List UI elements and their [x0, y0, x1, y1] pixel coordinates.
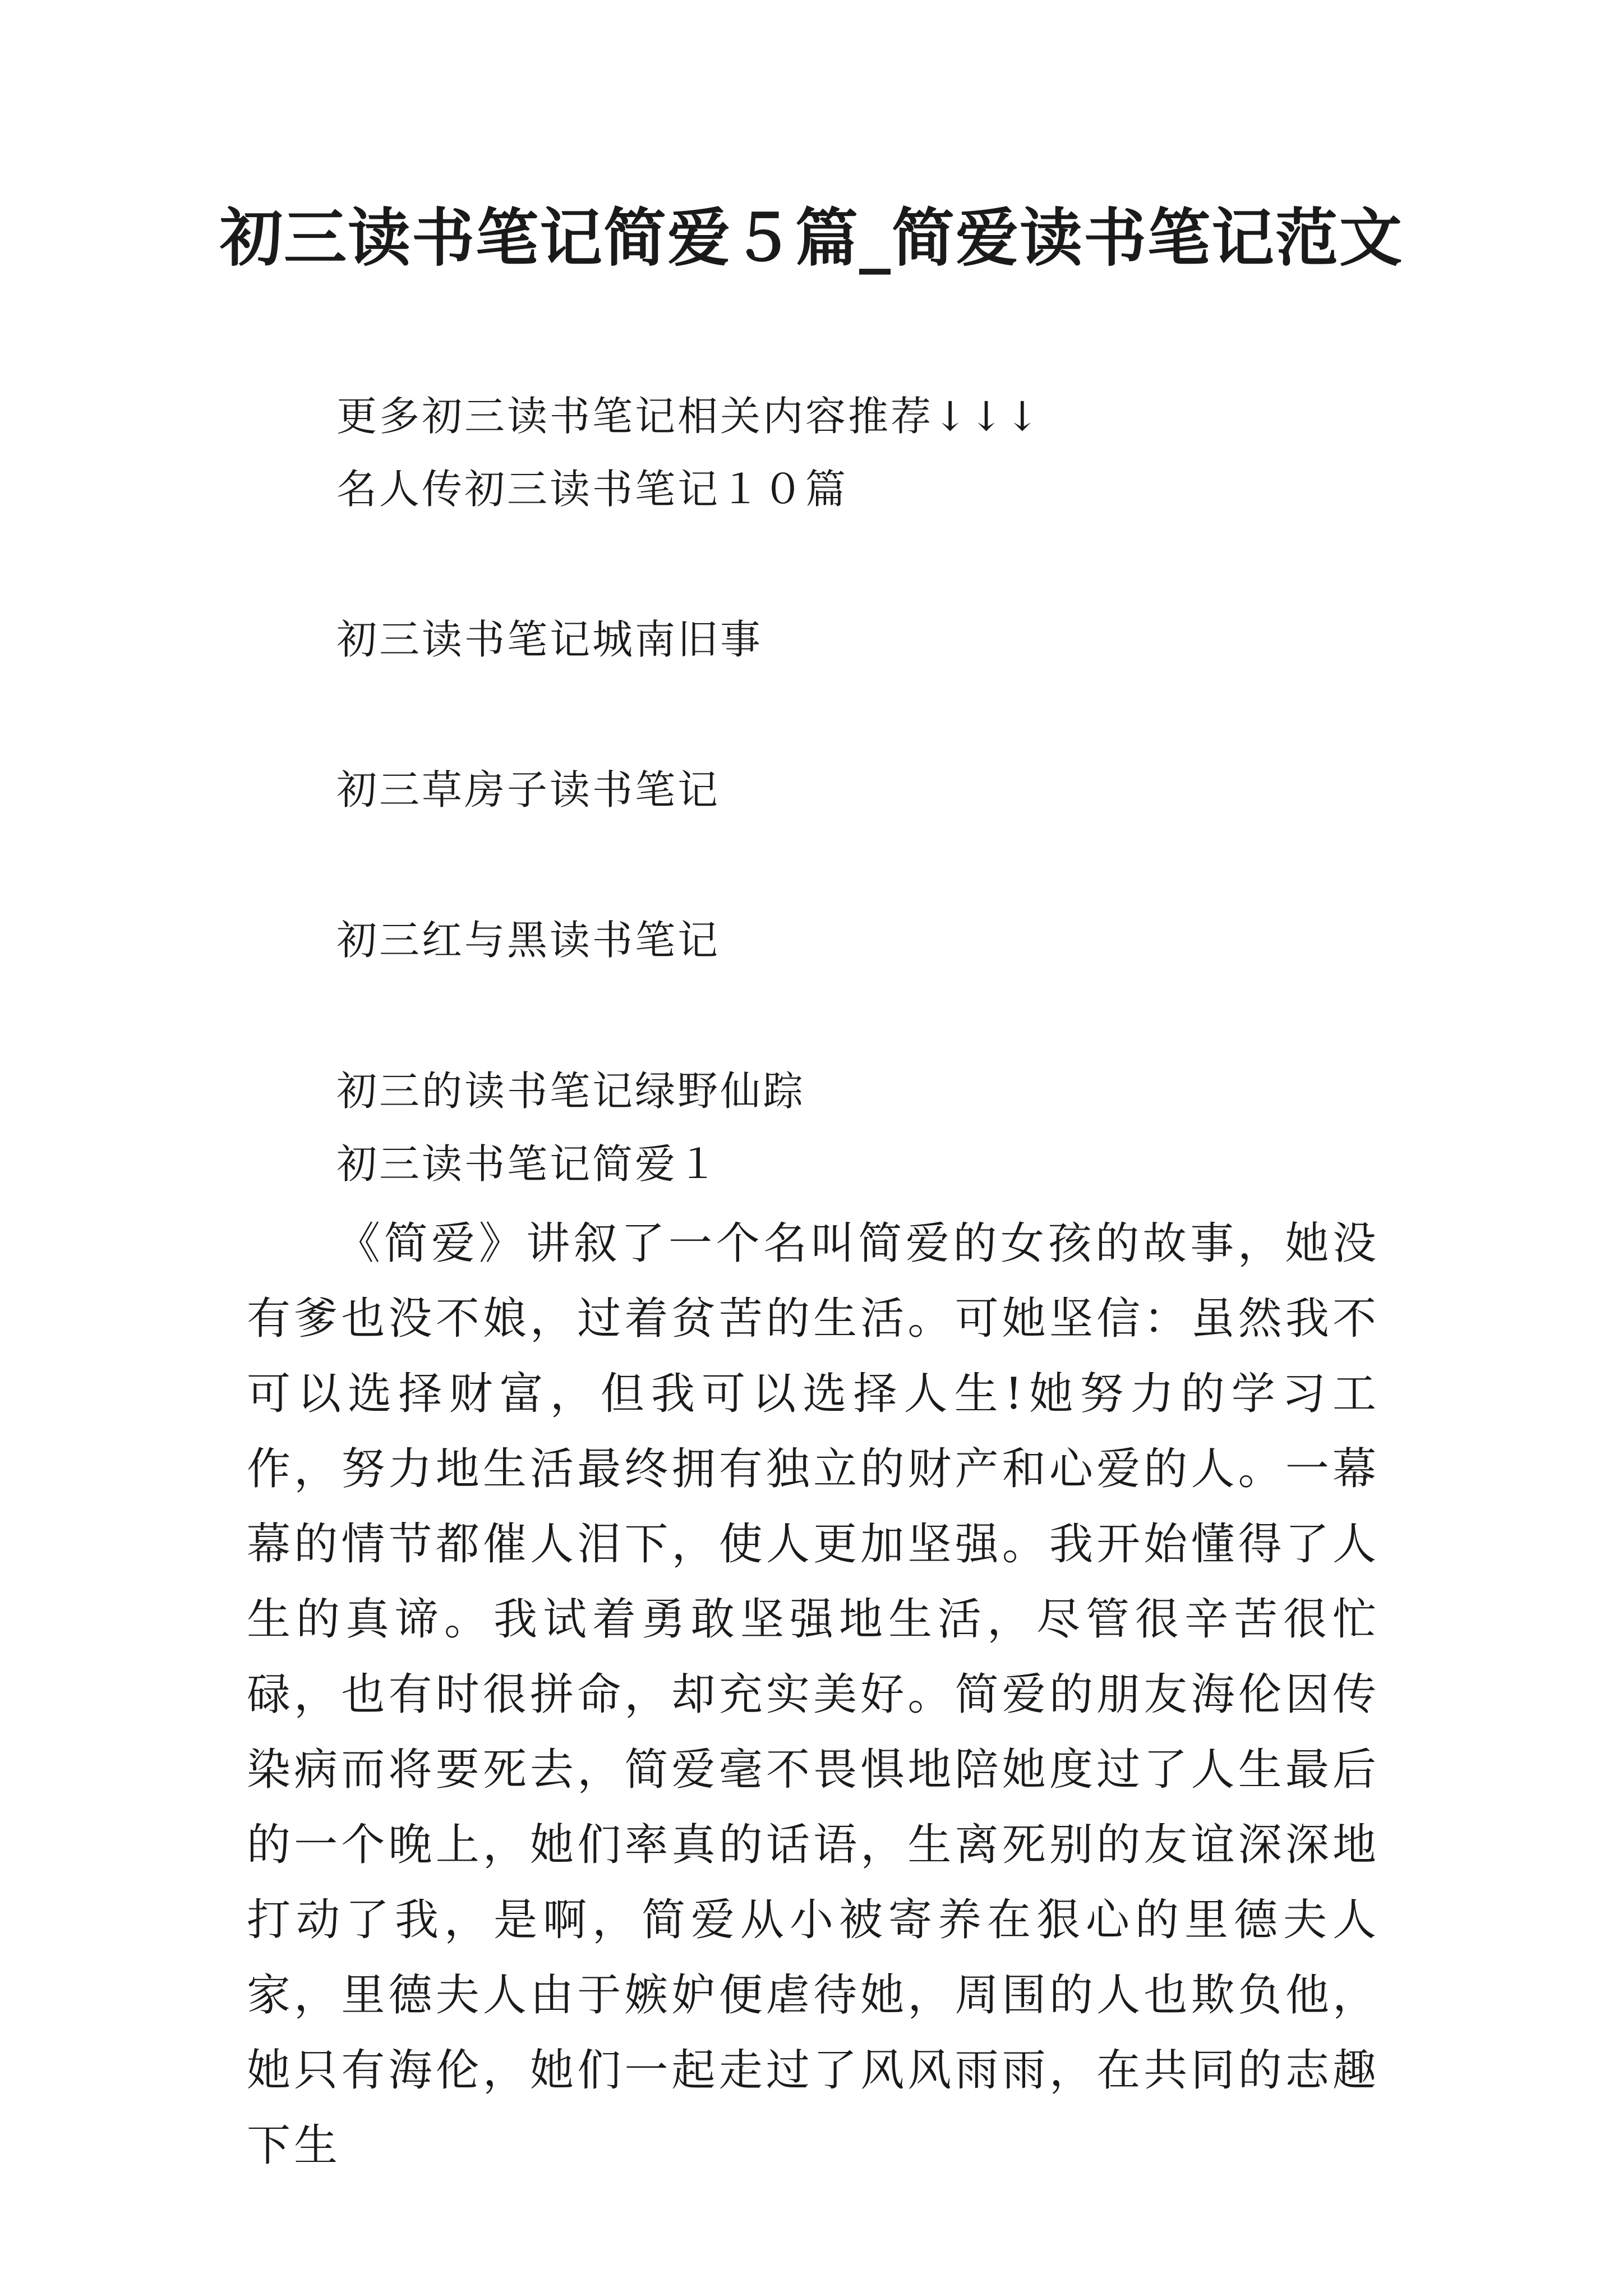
section-heading: 初三读书笔记简爱１ [336, 1140, 721, 1188]
related-link-3[interactable]: 初三草房子读书笔记 [336, 766, 721, 813]
page-title: 初三读书笔记简爱５篇_简爱读书笔记范文 [220, 201, 1403, 275]
body-paragraph: 《简爱》讲叙了一个名叫简爱的女孩的故事，她没有爹也没不娘，过着贫苦的生活。可她坚信：虽然我不可以选择财富，但我可以选择人生!她努力的学习工作，努力地生活最终拥有独立的财产和心爱的人。一幕幕的情节都催人泪下，使人更加坚强。我开始懂得了人生的真谛。我试着勇敢坚强地生活，尽管很辛苦很忙碌，也有时很拼命，却充实美好。简爱的朋友海伦因传染病而将要死去，简爱毫不畏惧地陪她度过了人生最后的一个晚上，她们率真的话语，生离死别的友谊深深地打动了我，是啊，简爱从小被寄养在狠心的里德夫人家，里德夫人由于嫉妒便虐待她，周围的人也欺负他，她只有海伦，她们一起走过了风风雨雨，在共同的志趣下生 [247, 1218, 1380, 2171]
related-link-2[interactable]: 初三读书笔记城南旧事 [336, 616, 763, 663]
related-link-5[interactable]: 初三的读书笔记绿野仙踪 [336, 1068, 806, 1115]
recommend-intro: 更多初三读书笔记相关内容推荐↓↓↓ [336, 393, 1041, 440]
related-link-4[interactable]: 初三红与黑读书笔记 [336, 917, 721, 964]
related-link-1[interactable]: 名人传初三读书笔记１０篇 [336, 466, 849, 513]
